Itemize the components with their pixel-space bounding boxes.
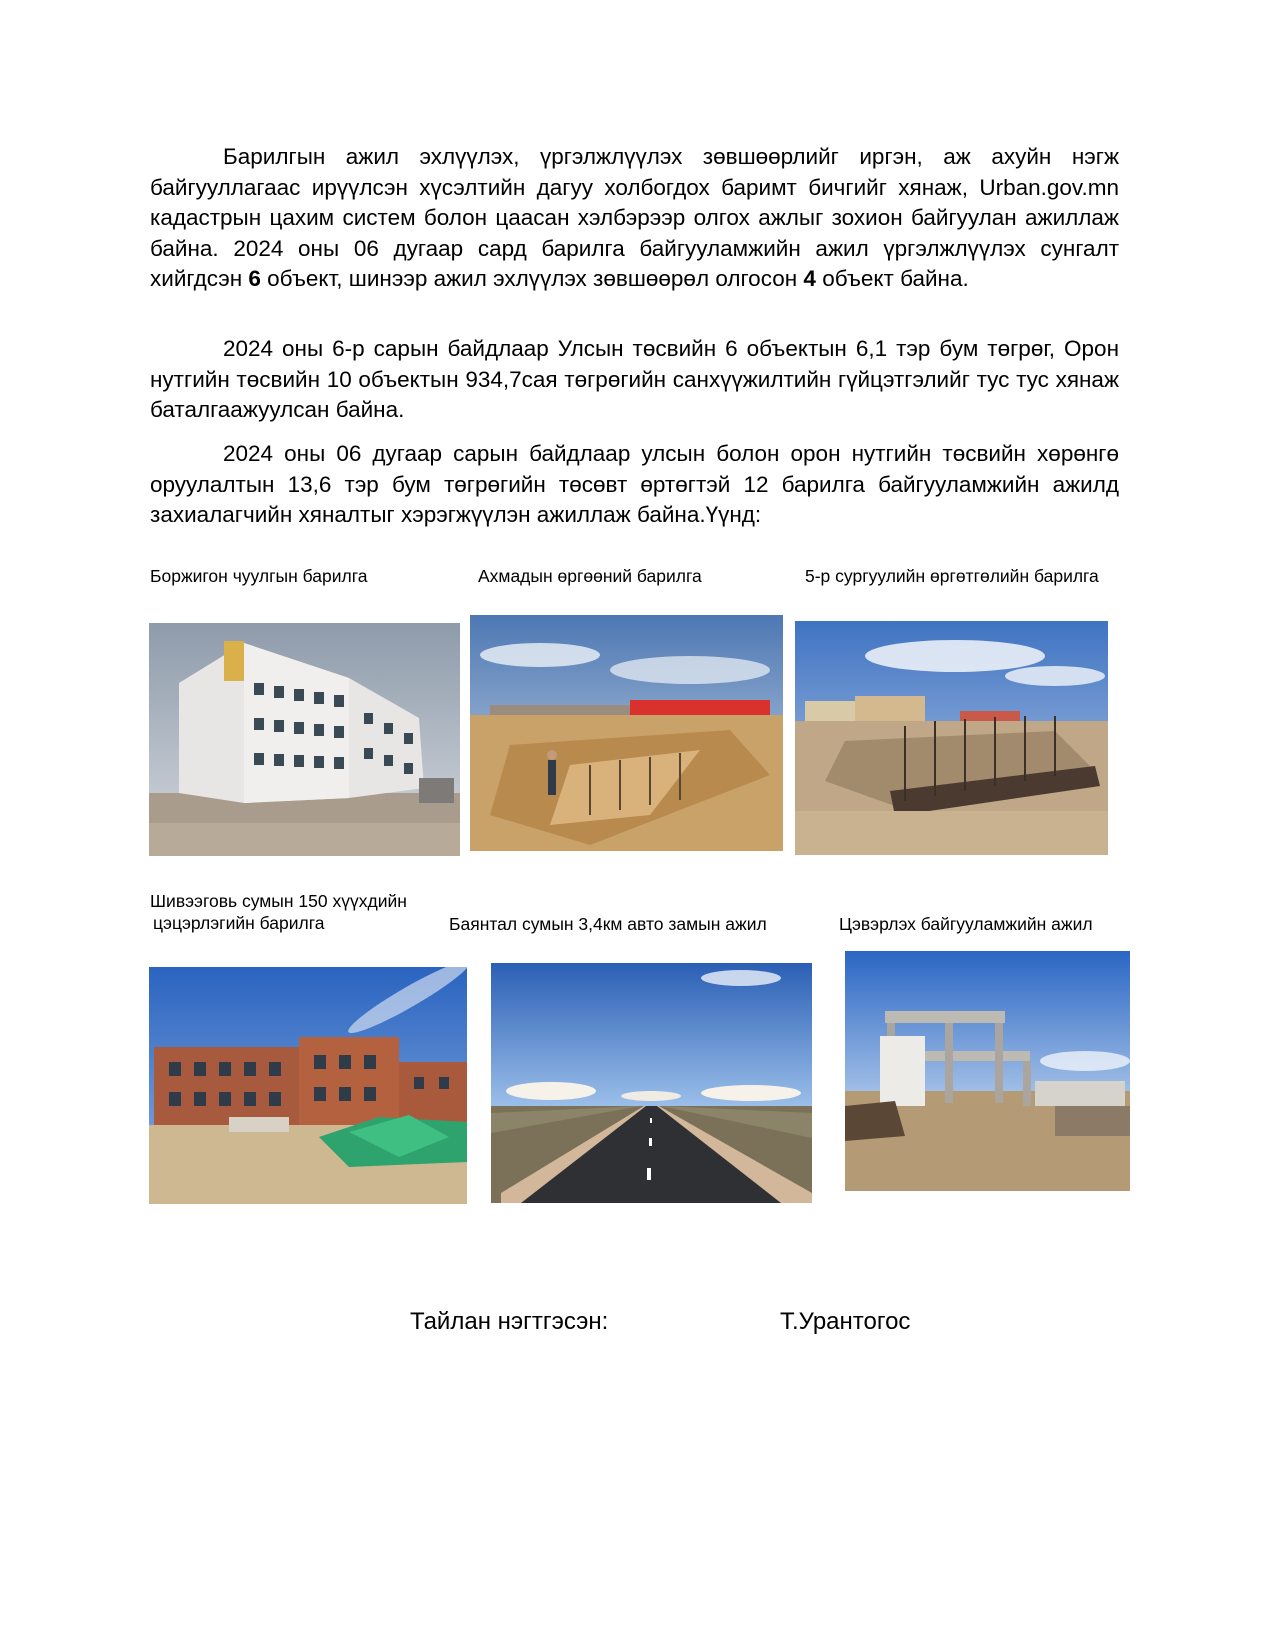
photo-elderly-home-site <box>470 615 783 851</box>
caption-school-extension: 5-р сургуулийн өргөтгөлийн барилга <box>805 566 1099 586</box>
paragraph-supervision <box>150 439 1119 531</box>
photo-road <box>491 963 812 1203</box>
paragraph-permits <box>150 142 1119 295</box>
photo-kindergarten-building <box>149 967 467 1204</box>
photo-borjigon-building <box>149 623 460 856</box>
caption-kindergarten <box>150 890 407 934</box>
signature-name: Т.Урантогос <box>780 1308 911 1335</box>
paragraph-financing-text: 2024 оны 6-р сарын байдлаар Улсын төсвийн 6 объектын 6,1 тэр бум төгрөг, Орон нутгийн төсвийн 10 объектын 934,7сая төгрөгийн санхүүжилтийн гүйцэтгэлийг тус тус хянаж баталгаажуулсан байна. <box>150 336 1119 423</box>
paragraph-permits-text-b: объект, шинээр ажил эхлүүлэх зөвшөөрөл олгосон <box>267 266 798 292</box>
caption-road: Баянтал сумын 3,4км авто замын ажил <box>449 914 767 934</box>
caption-treatment-plant: Цэвэрлэх байгууламжийн ажил <box>839 914 1093 934</box>
caption-borjigon: Боржигон чуулгын барилга <box>150 566 368 586</box>
caption-elderly-home: Ахмадын өргөөний барилга <box>478 566 702 586</box>
paragraph-permits-text-a: Барилгын ажил эхлүүлэх, үргэлжлүүлэх зөвшөөрлийг иргэн, аж ахуйн нэгж байгууллагаас ирүүлсэн хүсэлтийн дагуу холбогдох баримт бичгийг хянаж, Urban.gov.mn кадастрын цахим систем болон цаасан хэлбэрээр олгох ажлыг зохион байгуулан ажиллаж байна. 2024 оны 06 дугаар сард барилга байгууламжийн ажил үргэлжлүүлэх сунгалт хийгдсэн <box>150 144 1119 292</box>
permits-new-count: 4 <box>803 266 816 292</box>
signature-label: Тайлан нэгтгэсэн: <box>410 1308 609 1335</box>
photo-school-extension-site <box>795 621 1108 855</box>
permits-extended-count: 6 <box>248 266 261 292</box>
caption-kindergarten-line1: Шивээговь сумын 150 хүүхдийн <box>150 891 407 911</box>
paragraph-supervision-text: 2024 оны 06 дугаар сарын байдлаар улсын болон орон нутгийн төсвийн хөрөнгө оруулалтын 13,6 тэр бум төгрөгийн төсөвт өртөгтэй 12 барилга байгууламжийн ажилд захиалагчийн хяналтыг хэрэгжүүлэн ажиллаж байна.Үүнд: <box>150 441 1119 528</box>
paragraph-permits-text-c: объект байна. <box>822 266 969 292</box>
paragraph-financing <box>150 334 1119 426</box>
caption-kindergarten-line2: цэцэрлэгийн барилга <box>153 913 325 933</box>
photo-treatment-plant <box>845 951 1130 1191</box>
